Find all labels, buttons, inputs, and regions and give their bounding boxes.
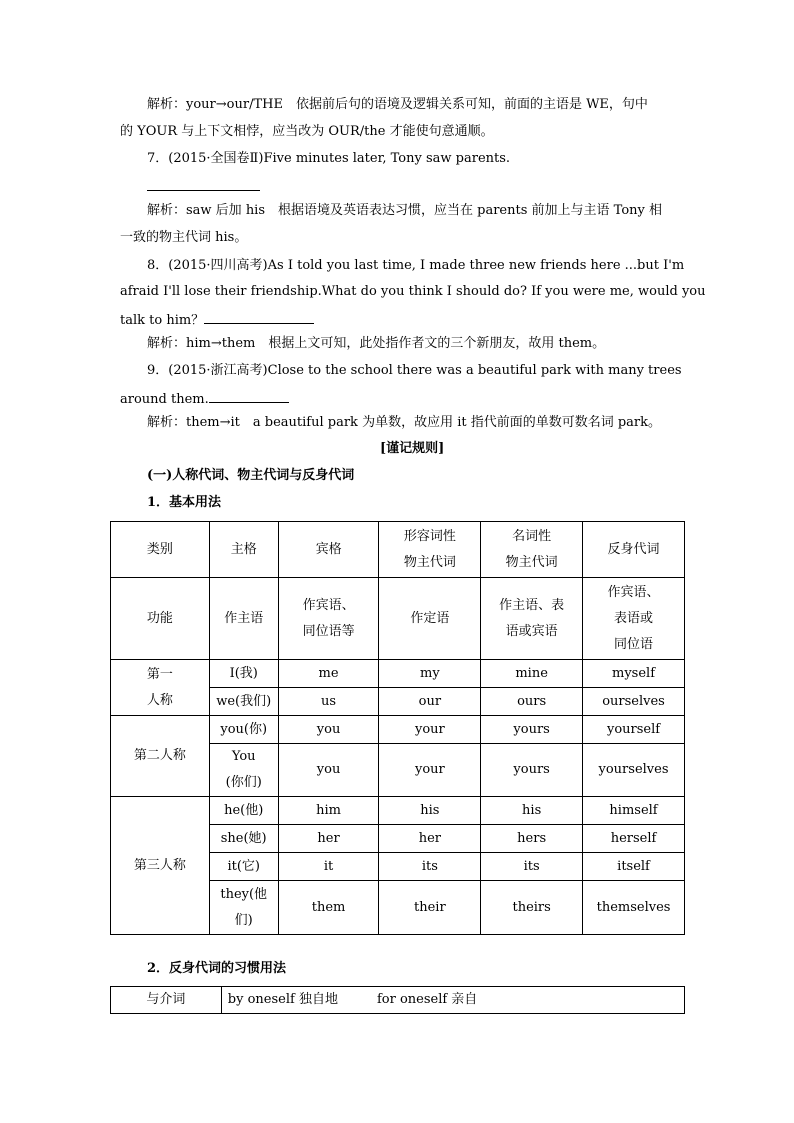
usage-label-cell: 与介词 <box>111 987 222 1014</box>
table-cell: their <box>379 881 481 935</box>
answer-line: 解析：him→them 根据上文可知，此处指作者文的三个新朋友，故用 them。 <box>147 336 606 351</box>
answer-blank <box>147 176 260 197</box>
table-cell: them <box>278 881 379 935</box>
table-cell: 功能 <box>111 578 210 660</box>
question-line: 8．(2015·四川高考)As I told you last time, I made three new friends here ...but I'm <box>147 258 685 273</box>
question-line: around them. <box>120 388 289 409</box>
answer-line: 解析：them→it a beautiful park 为单数，故应用 it 指代前面的单数可数名词 park。 <box>147 415 662 430</box>
header-cell: 主格 <box>209 522 278 578</box>
header-cell: 类别 <box>111 522 210 578</box>
table-cell: your <box>379 716 481 744</box>
section-heading: [谨记规则] <box>380 441 445 456</box>
person-label-cell: 第二人称 <box>111 716 210 797</box>
table-row <box>111 578 685 660</box>
table-cell: 作定语 <box>379 578 481 660</box>
table-cell: it <box>278 853 379 881</box>
table-cell: 作主语 <box>209 578 278 660</box>
table-cell: your <box>379 744 481 797</box>
table-cell: You (你们) <box>209 744 278 797</box>
table-cell: 作主语、表 语或宾语 <box>481 578 583 660</box>
table-cell: yourselves <box>583 744 685 797</box>
question-line: talk to him？ <box>120 309 314 330</box>
table-cell: himself <box>583 797 685 825</box>
answer-line: 的 YOUR 与上下文相悖，应当改为 OUR/the 才能使句意通顺。 <box>120 124 494 139</box>
table-cell: yours <box>481 744 583 797</box>
table-cell: his <box>481 797 583 825</box>
table-cell: it(它) <box>209 853 278 881</box>
table-cell: its <box>379 853 481 881</box>
table-cell: yours <box>481 716 583 744</box>
table-cell: hers <box>481 825 583 853</box>
section-title: (一)人称代词、物主代词与反身代词 <box>147 468 355 483</box>
pronoun-table <box>110 521 685 935</box>
table-cell: his <box>379 797 481 825</box>
table-cell: you <box>278 716 379 744</box>
table-header-row <box>111 522 685 578</box>
header-cell: 名词性 物主代词 <box>481 522 583 578</box>
header-cell: 反身代词 <box>583 522 685 578</box>
table-cell: we(我们) <box>209 688 278 716</box>
table-cell: I(我) <box>209 660 278 688</box>
answer-line: 解析：your→our/THE 依据前后句的语境及逻辑关系可知，前面的主语是 WE，句中 <box>147 97 648 112</box>
table-cell: she(她) <box>209 825 278 853</box>
table-cell: yourself <box>583 716 685 744</box>
usage-content-cell: by oneself 独自地 for oneself 亲自 <box>221 987 684 1014</box>
header-cell: 形容词性 物主代词 <box>379 522 481 578</box>
header-cell: 宾格 <box>278 522 379 578</box>
table-row <box>111 660 685 688</box>
table-cell: theirs <box>481 881 583 935</box>
reflexive-usage-table <box>110 986 685 1014</box>
answer-line: 一致的物主代词 his。 <box>120 230 248 245</box>
table-cell: he(他) <box>209 797 278 825</box>
question-line: 7．(2015·全国卷Ⅱ)Five minutes later, Tony saw parents. <box>147 151 511 166</box>
person-label-cell: 第一 人称 <box>111 660 210 716</box>
question-line: afraid I'll lose their friendship.What do you think I should do? If you were me, would you <box>120 284 706 299</box>
table-cell: mine <box>481 660 583 688</box>
table-cell: ours <box>481 688 583 716</box>
answer-line: 解析：saw 后加 his 根据语境及英语表达习惯，应当在 parents 前加上与主语 Tony 相 <box>147 203 662 218</box>
table-cell: her <box>379 825 481 853</box>
table-cell: my <box>379 660 481 688</box>
table-cell: you(你) <box>209 716 278 744</box>
answer-blank <box>209 388 289 403</box>
subsection-title: 2．反身代词的习惯用法 <box>147 961 287 976</box>
table-cell: herself <box>583 825 685 853</box>
table-cell: our <box>379 688 481 716</box>
answer-blank <box>204 309 314 324</box>
table-cell: 作宾语、 表语或 同位语 <box>583 578 685 660</box>
table-cell: they(他 们) <box>209 881 278 935</box>
table-cell: us <box>278 688 379 716</box>
table-cell: its <box>481 853 583 881</box>
table-row <box>111 716 685 744</box>
table-cell: 作宾语、 同位语等 <box>278 578 379 660</box>
subsection-title: 1．基本用法 <box>147 495 222 510</box>
table-cell: me <box>278 660 379 688</box>
table-row <box>111 797 685 825</box>
question-line: 9．(2015·浙江高考)Close to the school there was a beautiful park with many trees <box>147 363 682 378</box>
table-cell: myself <box>583 660 685 688</box>
table-cell: itself <box>583 853 685 881</box>
table-cell: themselves <box>583 881 685 935</box>
table-cell: you <box>278 744 379 797</box>
table-cell: ourselves <box>583 688 685 716</box>
table-cell: him <box>278 797 379 825</box>
table-cell: her <box>278 825 379 853</box>
person-label-cell: 第三人称 <box>111 797 210 935</box>
